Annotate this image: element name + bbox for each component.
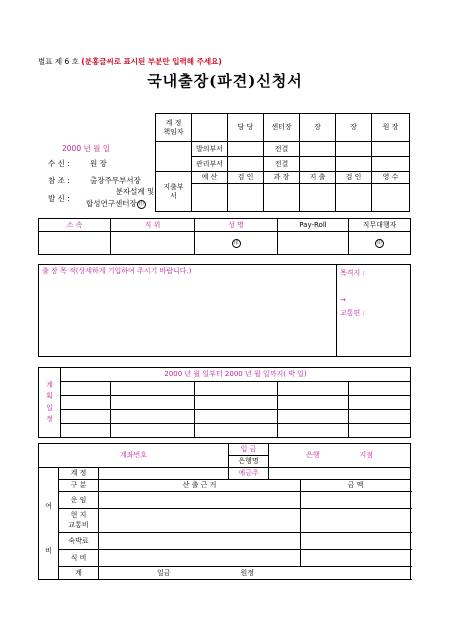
plan-cell[interactable]: [111, 396, 195, 410]
plan-cell[interactable]: [111, 382, 195, 396]
basis-input[interactable]: [99, 550, 301, 567]
sender-value-line2: 합성연구센터장 印: [86, 199, 144, 208]
seal-icon: 印: [376, 239, 382, 246]
plan-table: [38, 367, 411, 438]
approval-col-5: 원 장: [372, 114, 410, 142]
approval-col-3: 장: [300, 114, 336, 142]
sender-value-line1: 분자설계 및: [115, 187, 155, 196]
plan-cell[interactable]: [195, 382, 278, 396]
sign-cell[interactable]: [336, 184, 372, 212]
request-date[interactable]: 2000 년 월 일: [62, 144, 110, 153]
plan-cell[interactable]: [195, 396, 278, 410]
fin-col-expense: 지 출: [300, 172, 336, 184]
plan-period[interactable]: 2000 년 월 일부터 2000 년 월 일까지( 박 일): [61, 368, 411, 382]
reference-value: 출장주무부서장: [90, 176, 141, 185]
bank-branch-cell[interactable]: [269, 444, 411, 468]
header-basis: 산 출 근 거: [99, 480, 301, 492]
purpose-table: [38, 264, 411, 357]
approval-spacer: [156, 157, 192, 172]
name-input[interactable]: [195, 232, 278, 255]
sign-cell[interactable]: [264, 184, 300, 212]
account-number-label: 계좌번호: [39, 444, 229, 468]
plan-cell[interactable]: [61, 396, 111, 410]
plan-cell[interactable]: [349, 382, 411, 396]
affiliation-input[interactable]: [39, 232, 111, 255]
reference-label: 참 조 :: [48, 176, 70, 185]
fin-col-check2: 검 인: [336, 172, 372, 184]
approval-col-2: 센터장: [264, 114, 300, 142]
affiliation-table: [38, 218, 411, 255]
payroll-input[interactable]: [278, 232, 349, 255]
depositor-input[interactable]: [269, 468, 411, 480]
sign-cell[interactable]: [192, 184, 228, 212]
bank-name-label: 은행명: [229, 456, 269, 468]
plan-cell[interactable]: [349, 410, 411, 424]
header-amount: 금 액: [301, 480, 411, 492]
recipient-label: 수 신 :: [48, 159, 70, 168]
header-payroll: Pay-Roll: [278, 219, 349, 232]
account-item-label: 계 정: [59, 468, 99, 480]
sign-cell[interactable]: [228, 157, 264, 172]
dept-initiating: 발의부서: [192, 142, 228, 157]
approval-blank-cell[interactable]: [192, 114, 228, 142]
sender-label: 발 신 :: [48, 194, 70, 203]
route-arrow-icon: →: [340, 295, 346, 304]
amount-input[interactable]: [301, 550, 411, 567]
sign-cell[interactable]: [300, 184, 336, 212]
purpose-label: 출 장 목 적(상세하게 기입하여 주시기 바랍니다.): [42, 267, 192, 275]
plan-cell[interactable]: [278, 424, 349, 438]
status-initiating: 전결: [264, 142, 300, 157]
branch-label: 지점: [359, 451, 374, 460]
responsible-header: 계 정 책임자: [156, 114, 192, 142]
plan-cell[interactable]: [61, 382, 111, 396]
fin-col-manager: 과 장: [264, 172, 300, 184]
total-amount-cell[interactable]: [99, 567, 411, 580]
approval-col-4: 장: [336, 114, 372, 142]
form-number-label: 별표 제 6 호: [38, 57, 79, 66]
position-input[interactable]: [111, 232, 195, 255]
header-affiliation: 소 속: [39, 219, 111, 232]
basis-input[interactable]: [99, 492, 301, 509]
basis-input[interactable]: [99, 533, 301, 550]
plan-cell[interactable]: [61, 424, 111, 438]
destination-cell[interactable]: [337, 265, 411, 357]
basis-input[interactable]: [99, 509, 301, 533]
deposit-label: 입 금: [229, 444, 269, 456]
amount-input[interactable]: [301, 492, 411, 509]
seal-icon: 印: [233, 239, 239, 246]
approval-col-1: 담 당: [228, 114, 264, 142]
expense-table: [38, 443, 411, 580]
item-local-transport: 현 지 교통비: [59, 509, 99, 533]
bank-label: 은행: [306, 451, 320, 460]
total-suffix: 원정: [240, 568, 255, 577]
plan-cell[interactable]: [195, 424, 278, 438]
dept-admin: 관리부서: [192, 157, 228, 172]
fin-col-budget: 예 산: [192, 172, 228, 184]
status-admin: 전결: [264, 157, 300, 172]
header-deputy: 직무대행자: [349, 219, 411, 232]
sign-cell[interactable]: [372, 142, 410, 157]
account-input[interactable]: [99, 468, 229, 480]
total-prefix: 일금: [157, 568, 171, 577]
sign-cell[interactable]: [300, 157, 336, 172]
amount-input[interactable]: [301, 533, 411, 550]
deputy-input[interactable]: [349, 232, 411, 255]
item-lodging: 숙박료: [59, 533, 99, 550]
amount-input[interactable]: [301, 509, 411, 533]
item-fare: 운 임: [59, 492, 99, 509]
plan-cell[interactable]: [278, 410, 349, 424]
sign-cell[interactable]: [228, 142, 264, 157]
sign-cell[interactable]: [372, 184, 410, 212]
sign-cell[interactable]: [300, 142, 336, 157]
plan-cell[interactable]: [61, 410, 111, 424]
plan-cell[interactable]: [111, 424, 195, 438]
plan-cell[interactable]: [349, 424, 411, 438]
plan-cell[interactable]: [195, 410, 278, 424]
form-number: [38, 56, 222, 67]
plan-cell[interactable]: [278, 382, 349, 396]
total-label: 계: [59, 567, 99, 580]
header-name: 성 명: [195, 219, 278, 232]
page-title: 국내출장(파견)신청서: [147, 72, 303, 90]
header-position: 직 위: [111, 219, 195, 232]
finance-dept-header: 지출부 서: [156, 172, 192, 212]
fin-col-check1: 검 인: [228, 172, 264, 184]
seal-icon: 印: [138, 200, 144, 207]
approval-table: [155, 113, 410, 212]
depositor-label: 예금주: [229, 468, 269, 480]
purpose-input[interactable]: [39, 265, 337, 357]
approval-spacer: [156, 142, 192, 157]
transport-label: 교통편 :: [340, 308, 365, 317]
input-instruction: (분홍글씨로 표시된 부분만 입력해 주세요): [81, 57, 222, 66]
item-meals: 식 비: [59, 550, 99, 567]
sign-cell[interactable]: [336, 157, 372, 172]
travel-expense-label: 여 비: [39, 468, 59, 580]
plan-cell[interactable]: [111, 410, 195, 424]
header-category: 구 분: [59, 480, 99, 492]
fin-col-receipt: 영 수: [372, 172, 410, 184]
sign-cell[interactable]: [228, 184, 264, 212]
recipient-value: 원 장: [90, 159, 107, 168]
sign-cell[interactable]: [336, 142, 372, 157]
destination-label: 목격지 :: [340, 269, 365, 277]
plan-cell[interactable]: [278, 396, 349, 410]
sign-cell[interactable]: [372, 157, 410, 172]
plan-label: 계 획 일 정: [39, 368, 61, 438]
plan-cell[interactable]: [349, 396, 411, 410]
